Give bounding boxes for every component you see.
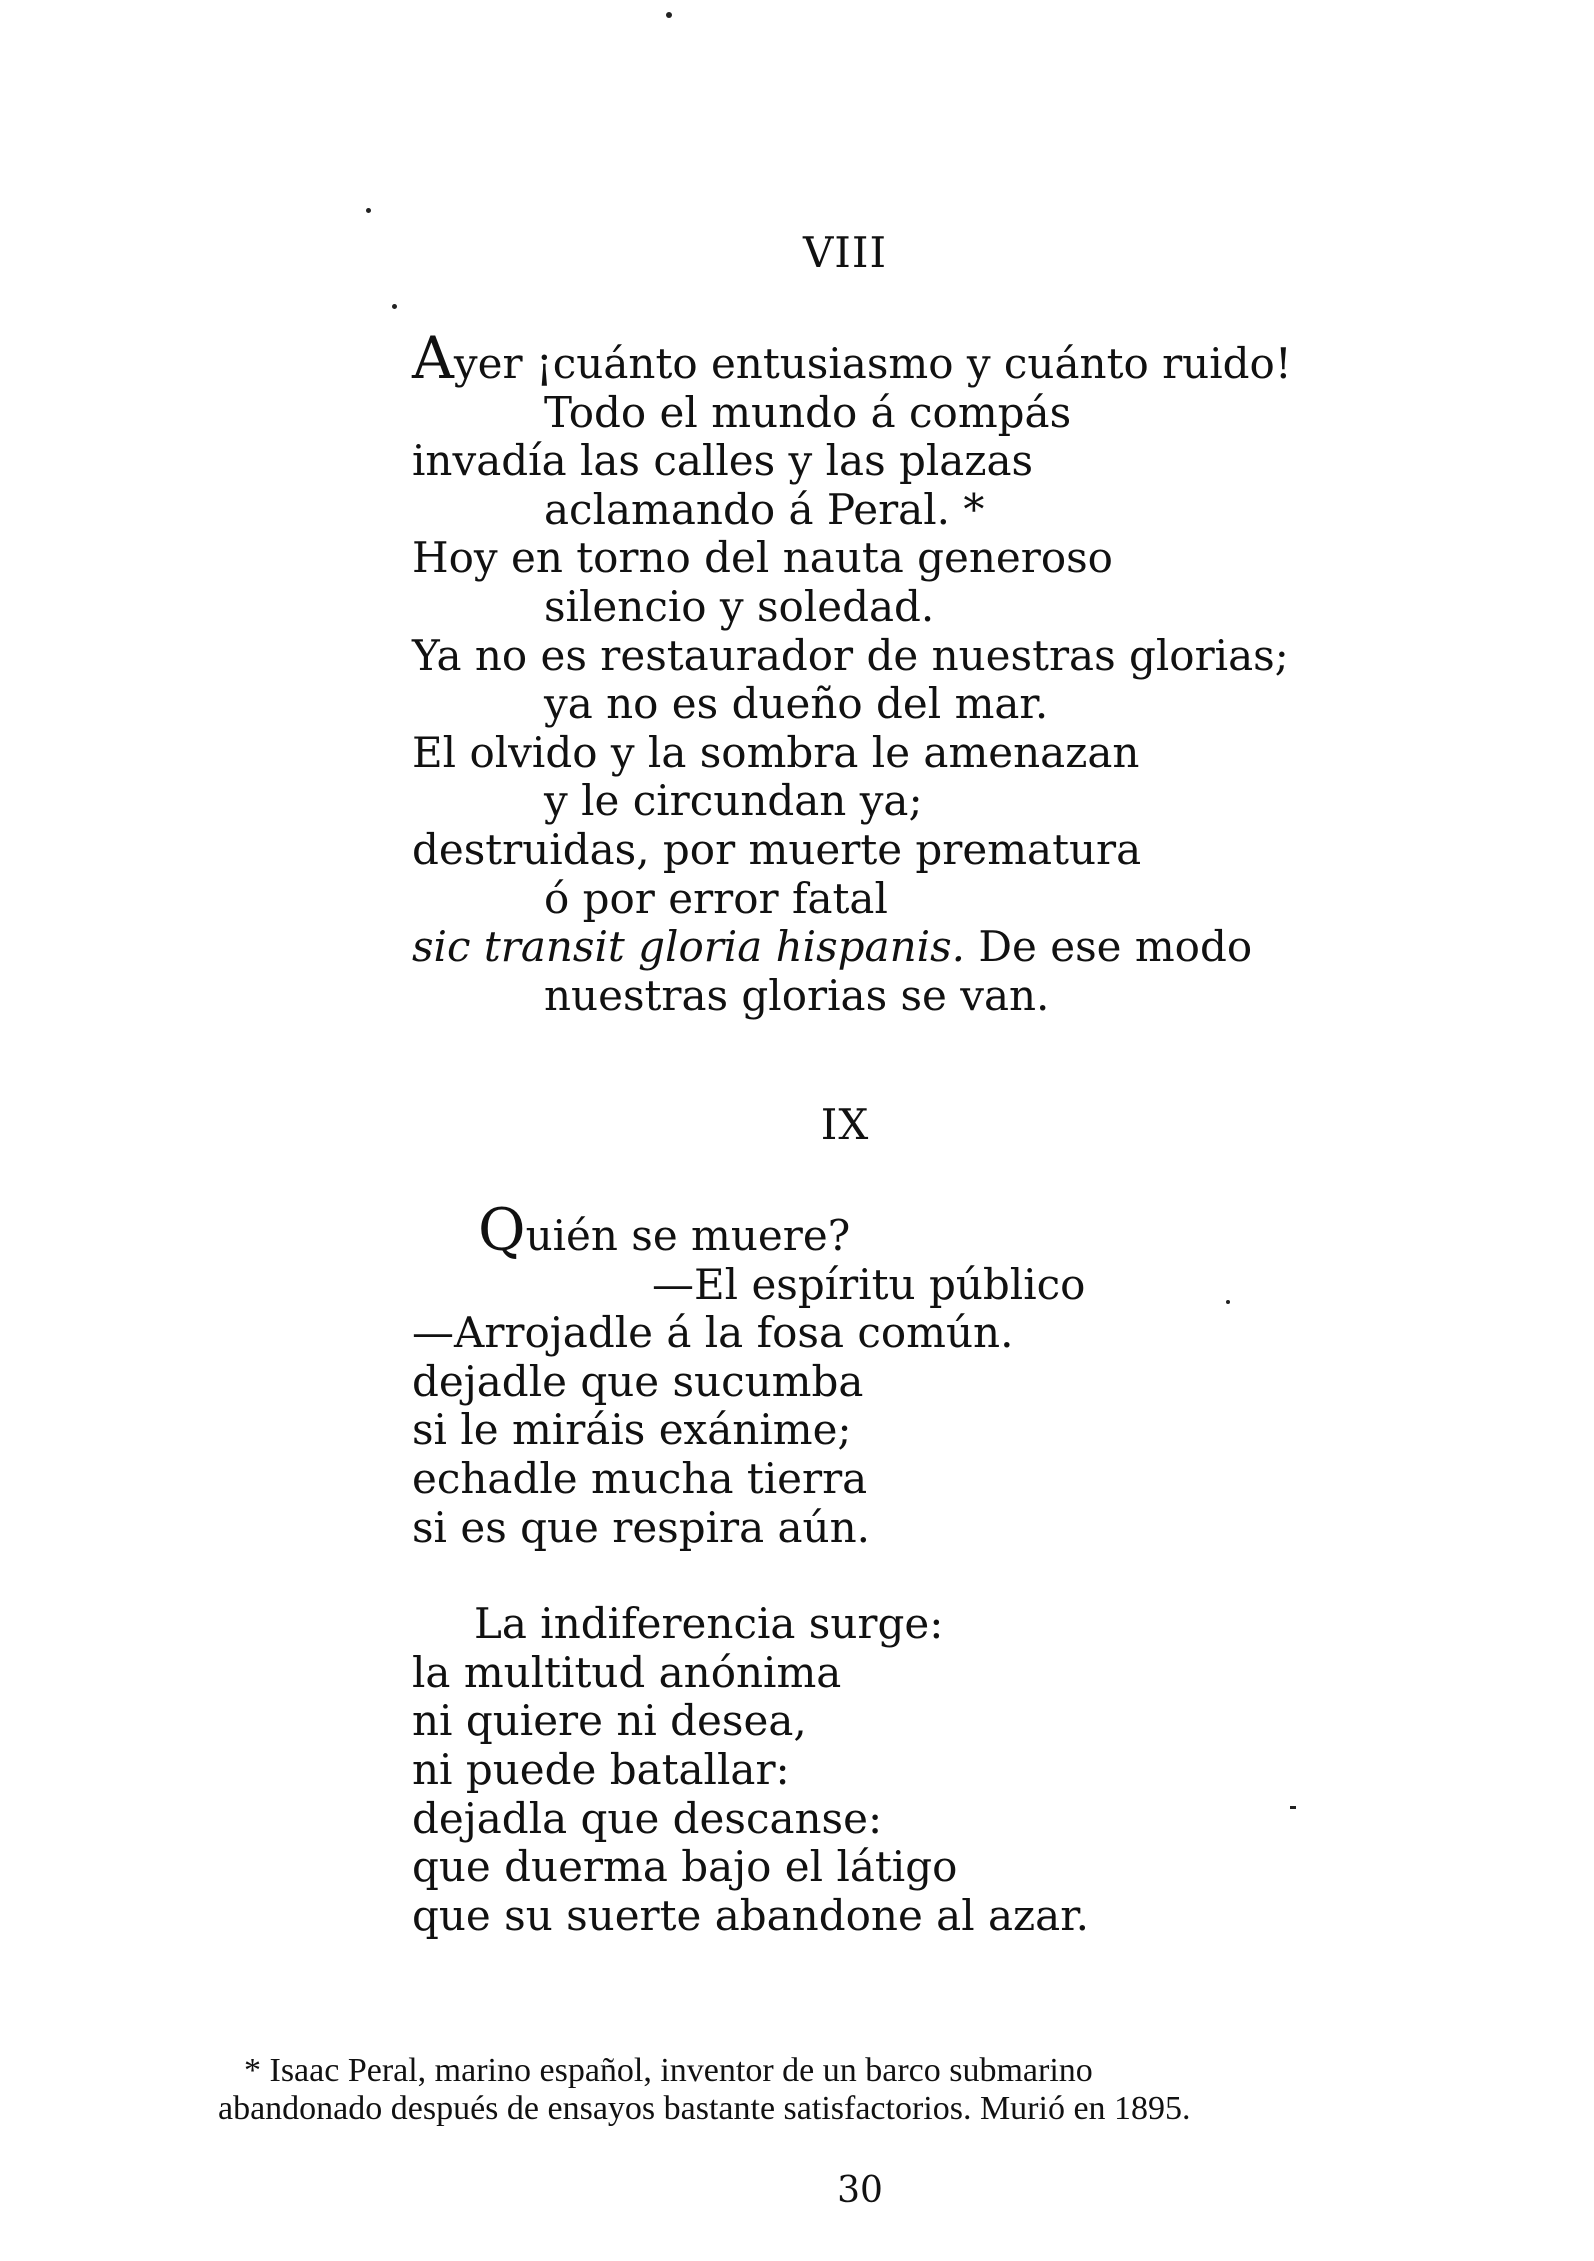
poem-line: ó por error fatal xyxy=(544,873,888,923)
poem-line: si es que respira aún. xyxy=(412,1502,871,1552)
poem-line: —Arrojadle á la fosa común. xyxy=(412,1308,1014,1358)
poem-line: ya no es dueño del mar. xyxy=(544,679,1049,729)
poem-line: aclamando á Peral. * xyxy=(544,484,985,534)
ink-speck xyxy=(1290,1806,1296,1809)
poem-line: y le circundan ya; xyxy=(544,776,923,826)
footnote-line-1: * Isaac Peral, marino español, inventor de un barco submarino xyxy=(244,2052,1093,2089)
poem-line: si le miráis exánime; xyxy=(412,1405,852,1455)
section-heading-viii: VIII xyxy=(802,228,888,277)
latin-phrase: sic transit gloria hispanis. xyxy=(412,922,965,972)
poem-line: la multitud anónima xyxy=(412,1647,842,1697)
poem-line: ni quiere ni desea, xyxy=(412,1696,807,1746)
poem-line: silencio y soledad. xyxy=(544,581,935,631)
poem-line: La indiferencia surge: xyxy=(474,1599,944,1649)
ink-speck xyxy=(392,304,397,309)
poem-line: destruidas, por muerte prematura xyxy=(412,824,1142,874)
poem-ix xyxy=(412,1196,1090,1940)
ink-speck xyxy=(366,208,371,213)
poem-line: que su suerte abandone al azar. xyxy=(412,1890,1090,1940)
poem-line: —El espíritu público xyxy=(652,1259,1086,1309)
poem-line: dejadla que descanse: xyxy=(412,1793,883,1843)
poem-line: Ayer ¡cuánto entusiasmo y cuánto ruido! xyxy=(412,324,1292,392)
poem-line: sic transit gloria hispanis. De ese modo xyxy=(412,922,1253,972)
footnote-line-2: abandonado después de ensayos bastante satisfactorios. Murió en 1895. xyxy=(218,2090,1191,2127)
poem-line: ni puede batallar: xyxy=(412,1744,790,1794)
drop-cap: Q xyxy=(478,1196,526,1264)
footnote xyxy=(218,2052,1478,2128)
poem-line: que duerma bajo el látigo xyxy=(412,1842,958,1892)
poem-line: echadle mucha tierra xyxy=(412,1453,868,1503)
poem-line: nuestras glorias se van. xyxy=(544,970,1050,1020)
poem-line: Hoy en torno del nauta generoso xyxy=(412,533,1113,583)
page-number: 30 xyxy=(837,2170,883,2211)
stanza-break xyxy=(412,1552,1089,1600)
poem-line: invadía las calles y las plazas xyxy=(412,436,1034,486)
ink-speck xyxy=(666,12,672,18)
poem-viii xyxy=(412,324,1292,1020)
section-heading-ix: IX xyxy=(820,1100,870,1149)
poem-line: Ya no es restaurador de nuestras glorias; xyxy=(412,630,1289,680)
poem-line: Quién se muere? xyxy=(478,1196,851,1264)
ink-speck xyxy=(1226,1300,1230,1304)
drop-cap: A xyxy=(412,324,454,392)
poem-line: Todo el mundo á compás xyxy=(544,387,1072,437)
poem-line: El olvido y la sombra le amenazan xyxy=(412,727,1140,777)
poem-line: dejadle que sucumba xyxy=(412,1356,864,1406)
